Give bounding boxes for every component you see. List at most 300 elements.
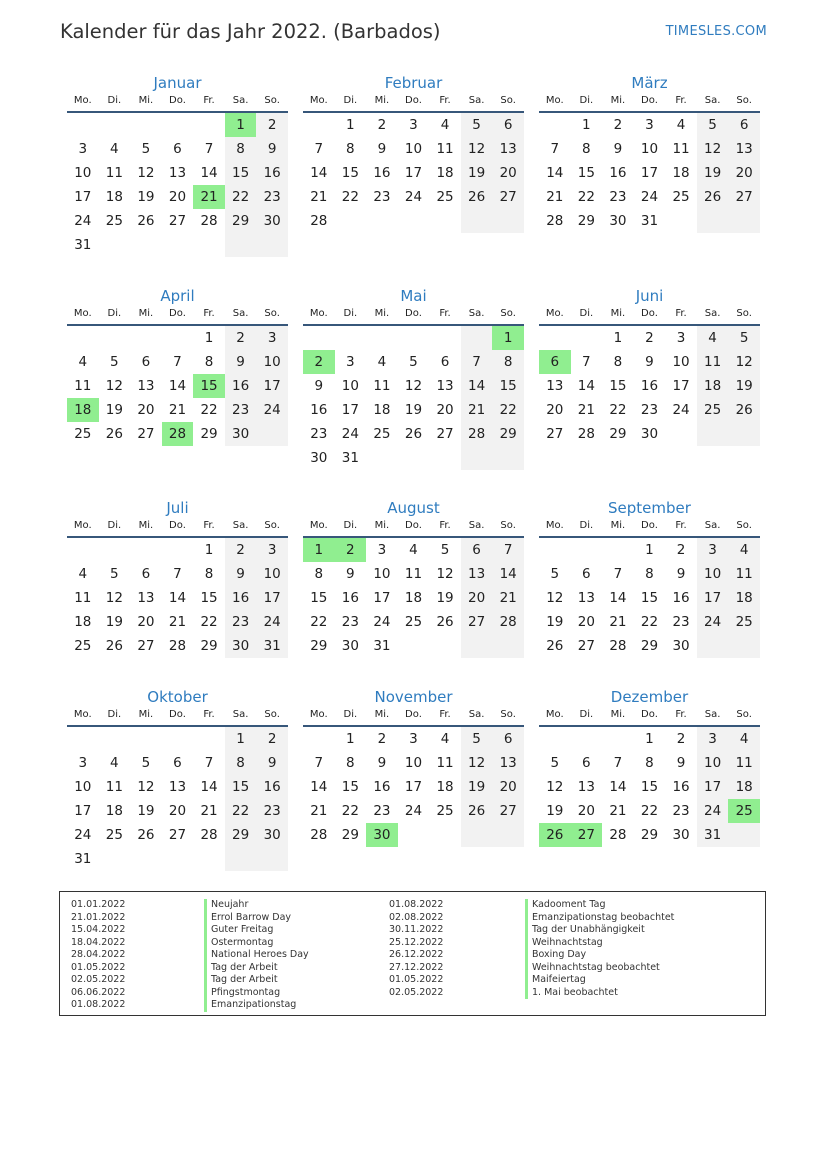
day-cell: 17 <box>404 779 423 795</box>
weekday-label: So. <box>500 308 516 319</box>
day-cell: 16 <box>373 779 391 795</box>
brand-link[interactable]: TIMESLES.COM <box>665 24 767 39</box>
day-cell: 29 <box>577 213 595 229</box>
day-grid <box>539 727 760 871</box>
day-cell: 3 <box>377 542 387 558</box>
empty-cell <box>130 538 162 562</box>
day-cell: 20 <box>546 402 564 418</box>
weekday-label: Mi. <box>138 308 154 319</box>
weekday-label: Mi. <box>610 308 626 319</box>
day-cell: 10 <box>256 350 288 374</box>
day-cell: 28 <box>200 213 218 229</box>
weekday-label: Mi. <box>138 95 154 106</box>
weekday-label: Fr. <box>675 95 687 106</box>
weekday-label: Fr. <box>675 520 687 531</box>
day-cell: 9 <box>225 562 257 586</box>
day-cell: 16 <box>225 586 257 610</box>
day-cell: 5 <box>550 755 560 771</box>
legend-holiday-name: National Heroes Day <box>204 949 309 962</box>
empty-cell <box>130 847 162 871</box>
weekday-header <box>67 307 288 326</box>
weekday-label: So. <box>264 308 280 319</box>
day-cell: 2 <box>335 538 367 562</box>
empty-cell <box>461 634 493 658</box>
day-cell: 31 <box>74 851 92 867</box>
empty-cell <box>335 658 367 682</box>
empty-cell <box>335 326 367 350</box>
day-cell: 26 <box>105 426 123 442</box>
empty-cell <box>697 422 729 446</box>
day-cell: 14 <box>577 378 595 394</box>
day-grid <box>539 538 760 682</box>
day-cell: 30 <box>672 827 690 843</box>
day-cell: 27 <box>492 799 524 823</box>
weekday-label: Mi. <box>374 95 390 106</box>
day-cell: 17 <box>697 586 729 610</box>
empty-cell <box>602 446 634 470</box>
empty-cell <box>728 634 760 658</box>
day-cell: 22 <box>577 189 595 205</box>
empty-cell <box>193 233 225 257</box>
day-cell: 11 <box>74 590 92 606</box>
empty-cell <box>429 823 461 847</box>
empty-cell <box>398 446 430 470</box>
day-cell: 28 <box>461 422 493 446</box>
day-cell: 10 <box>697 562 729 586</box>
day-cell: 15 <box>200 590 218 606</box>
weekday-label: Sa. <box>468 308 485 319</box>
day-cell: 26 <box>461 185 493 209</box>
day-cell: 28 <box>162 422 194 446</box>
day-cell: 21 <box>310 803 328 819</box>
empty-cell <box>99 538 131 562</box>
empty-cell <box>539 446 571 470</box>
weekday-label: Mi. <box>610 709 626 720</box>
day-cell: 20 <box>436 402 454 418</box>
day-cell: 6 <box>173 141 182 157</box>
day-cell: 3 <box>409 117 418 133</box>
weekday-label: Do. <box>641 95 658 106</box>
legend-date: 26.12.2022 <box>389 949 444 960</box>
day-cell: 27 <box>461 610 493 634</box>
empty-cell <box>461 326 493 350</box>
weekday-label: Di. <box>343 709 358 720</box>
day-cell: 7 <box>314 141 324 157</box>
day-cell: 13 <box>168 779 187 795</box>
empty-cell <box>99 446 131 470</box>
empty-cell <box>461 446 493 470</box>
weekday-label: Do. <box>169 520 186 531</box>
day-cell: 5 <box>141 755 151 771</box>
day-cell: 11 <box>697 350 729 374</box>
empty-cell <box>602 847 634 871</box>
day-cell: 7 <box>613 566 623 582</box>
day-cell: 1 <box>225 727 257 751</box>
day-cell: 24 <box>404 189 423 205</box>
weekday-label: Do. <box>169 95 186 106</box>
weekday-label: Sa. <box>704 95 721 106</box>
empty-cell <box>162 326 194 350</box>
day-cell: 21 <box>609 803 627 819</box>
legend-holiday-name: 1. Mai beobachtet <box>525 987 674 1000</box>
empty-cell <box>571 538 603 562</box>
day-cell: 25 <box>105 827 123 843</box>
day-cell: 29 <box>341 827 359 843</box>
empty-cell <box>256 446 288 470</box>
weekday-label: Mo. <box>545 95 564 106</box>
legend-holiday-name: Tag der Arbeit <box>204 974 309 987</box>
day-cell: 8 <box>204 566 214 582</box>
day-cell: 26 <box>137 827 155 843</box>
day-cell: 14 <box>546 165 564 181</box>
weekday-header <box>303 307 524 326</box>
empty-cell <box>303 727 335 751</box>
empty-cell <box>130 326 162 350</box>
day-cell: 15 <box>609 378 627 394</box>
empty-cell <box>634 233 666 257</box>
weekday-label: Mi. <box>374 709 390 720</box>
day-cell: 10 <box>74 779 92 795</box>
month-name: März <box>631 74 668 92</box>
month-6 <box>539 285 760 470</box>
day-cell: 23 <box>225 610 257 634</box>
weekday-label: Fr. <box>439 95 451 106</box>
day-cell: 12 <box>546 779 564 795</box>
day-cell: 1 <box>225 113 257 137</box>
weekday-label: Fr. <box>203 95 215 106</box>
day-cell: 7 <box>314 755 324 771</box>
day-cell: 18 <box>67 398 99 422</box>
empty-cell <box>162 727 194 751</box>
weekday-header <box>303 94 524 113</box>
day-cell: 14 <box>609 779 627 795</box>
day-cell: 16 <box>640 378 659 394</box>
weekday-label: Sa. <box>704 520 721 531</box>
day-cell: 6 <box>461 538 493 562</box>
empty-cell <box>193 658 225 682</box>
day-cell: 26 <box>697 185 729 209</box>
day-cell: 10 <box>373 566 391 582</box>
day-cell: 3 <box>409 731 418 747</box>
empty-cell <box>130 727 162 751</box>
day-cell: 3 <box>645 117 654 133</box>
day-cell: 14 <box>310 779 328 795</box>
day-cell: 14 <box>492 562 524 586</box>
day-cell: 21 <box>461 398 493 422</box>
empty-cell <box>256 422 288 446</box>
day-cell: 11 <box>105 779 123 795</box>
day-cell: 2 <box>377 117 387 133</box>
holiday-legend <box>59 891 766 1016</box>
empty-cell <box>665 209 697 233</box>
empty-cell <box>461 658 493 682</box>
day-cell: 11 <box>74 378 92 394</box>
weekday-label: Do. <box>641 308 658 319</box>
day-cell: 6 <box>141 566 151 582</box>
day-cell: 7 <box>204 141 214 157</box>
weekday-label: Do. <box>405 95 422 106</box>
day-cell: 15 <box>577 165 595 181</box>
legend-date: 01.05.2022 <box>71 961 126 973</box>
legend-holiday-name: Guter Freitag <box>204 924 309 937</box>
weekday-label: Mo. <box>309 95 328 106</box>
day-cell: 4 <box>440 117 450 133</box>
empty-cell <box>429 233 461 257</box>
day-cell: 16 <box>672 590 690 606</box>
weekday-label: Di. <box>579 308 594 319</box>
weekday-label: Sa. <box>232 95 249 106</box>
day-cell: 12 <box>105 590 123 606</box>
day-cell: 14 <box>461 374 493 398</box>
day-cell: 26 <box>436 614 454 630</box>
day-cell: 6 <box>539 350 571 374</box>
day-cell: 13 <box>137 590 155 606</box>
day-cell: 26 <box>539 823 571 847</box>
day-cell: 15 <box>640 779 659 795</box>
day-cell: 17 <box>256 374 288 398</box>
day-cell: 11 <box>373 378 391 394</box>
day-cell: 23 <box>225 398 257 422</box>
weekday-label: Mo. <box>309 308 328 319</box>
day-cell: 19 <box>105 614 123 630</box>
day-cell: 4 <box>440 731 450 747</box>
day-cell: 10 <box>404 755 423 771</box>
empty-cell <box>256 847 288 871</box>
day-cell: 22 <box>200 402 218 418</box>
day-cell: 4 <box>110 141 119 157</box>
legend-date: 28.04.2022 <box>71 949 126 960</box>
day-cell: 29 <box>492 422 524 446</box>
day-cell: 30 <box>341 638 359 654</box>
empty-cell <box>665 233 697 257</box>
day-cell: 5 <box>110 566 119 582</box>
month-9 <box>539 497 760 682</box>
day-cell: 17 <box>341 402 359 418</box>
day-cell: 19 <box>404 402 423 418</box>
weekday-label: Sa. <box>468 520 485 531</box>
day-grid <box>67 326 288 470</box>
day-cell: 23 <box>256 799 288 823</box>
legend-date: 02.05.2022 <box>71 974 126 985</box>
day-cell: 18 <box>404 590 423 606</box>
legend-holiday-name: Weihnachtstag <box>525 937 674 950</box>
day-cell: 11 <box>105 165 123 181</box>
day-cell: 24 <box>697 799 729 823</box>
empty-cell <box>303 326 335 350</box>
empty-cell <box>162 113 194 137</box>
day-cell: 9 <box>256 751 288 775</box>
day-cell: 13 <box>492 751 524 775</box>
day-cell: 14 <box>200 779 218 795</box>
weekday-label: Do. <box>169 709 186 720</box>
day-cell: 9 <box>676 566 686 582</box>
day-cell: 16 <box>341 590 359 606</box>
day-cell: 9 <box>676 755 686 771</box>
day-cell: 25 <box>672 189 690 205</box>
empty-cell <box>728 658 760 682</box>
empty-cell <box>539 847 571 871</box>
day-cell: 13 <box>436 378 454 394</box>
day-cell: 17 <box>640 165 659 181</box>
day-cell: 19 <box>105 402 123 418</box>
day-cell: 12 <box>137 165 155 181</box>
day-cell: 12 <box>728 350 760 374</box>
day-cell: 14 <box>200 165 218 181</box>
day-cell: 14 <box>310 165 328 181</box>
weekday-label: Sa. <box>232 520 249 531</box>
day-cell: 26 <box>105 638 123 654</box>
day-cell: 19 <box>728 374 760 398</box>
weekday-label: Mo. <box>73 95 92 106</box>
legend-date: 02.08.2022 <box>389 911 444 923</box>
day-cell: 17 <box>697 775 729 799</box>
empty-cell <box>225 847 257 871</box>
day-cell: 14 <box>168 378 187 394</box>
month-7 <box>67 497 288 682</box>
empty-cell <box>335 233 367 257</box>
day-cell: 20 <box>168 189 187 205</box>
day-cell: 27 <box>577 638 595 654</box>
legend-date: 21.01.2022 <box>71 911 126 923</box>
empty-cell <box>571 658 603 682</box>
day-grid <box>67 727 288 871</box>
day-cell: 2 <box>645 330 654 346</box>
empty-cell <box>193 727 225 751</box>
empty-cell <box>571 446 603 470</box>
day-cell: 26 <box>728 398 760 422</box>
weekday-label: Mo. <box>545 520 564 531</box>
weekday-label: Do. <box>169 308 186 319</box>
empty-cell <box>303 233 335 257</box>
day-cell: 19 <box>461 775 493 799</box>
empty-cell <box>665 446 697 470</box>
day-cell: 27 <box>571 823 603 847</box>
day-cell: 13 <box>492 137 524 161</box>
empty-cell <box>366 446 398 470</box>
day-cell: 21 <box>310 189 328 205</box>
weekday-header <box>539 94 760 113</box>
day-cell: 14 <box>609 590 627 606</box>
day-cell: 21 <box>168 402 187 418</box>
day-cell: 27 <box>436 426 454 442</box>
weekday-label: Mo. <box>73 709 92 720</box>
weekday-header <box>67 708 288 727</box>
day-cell: 24 <box>697 610 729 634</box>
day-cell: 6 <box>582 755 591 771</box>
weekday-label: So. <box>264 520 280 531</box>
day-cell: 24 <box>640 189 659 205</box>
weekday-label: Do. <box>405 520 422 531</box>
empty-cell <box>366 326 398 350</box>
day-cell: 31 <box>640 213 659 229</box>
month-10 <box>67 686 288 871</box>
legend-date: 02.05.2022 <box>389 986 444 998</box>
weekday-label: So. <box>736 95 752 106</box>
legend-names-col1 <box>204 899 309 1012</box>
day-cell: 29 <box>310 638 328 654</box>
weekday-label: Do. <box>405 709 422 720</box>
empty-cell <box>162 658 194 682</box>
empty-cell <box>539 658 571 682</box>
day-cell: 11 <box>672 141 690 157</box>
empty-cell <box>256 233 288 257</box>
empty-cell <box>697 446 729 470</box>
day-cell: 12 <box>404 378 423 394</box>
day-cell: 26 <box>404 426 423 442</box>
empty-cell <box>571 727 603 751</box>
day-cell: 2 <box>676 731 686 747</box>
day-cell: 1 <box>613 330 623 346</box>
day-cell: 17 <box>672 378 690 394</box>
day-cell: 4 <box>78 354 88 370</box>
day-cell: 6 <box>492 113 524 137</box>
empty-cell <box>665 658 697 682</box>
day-cell: 28 <box>200 827 218 843</box>
day-cell: 3 <box>256 326 288 350</box>
day-grid <box>67 538 288 682</box>
empty-cell <box>728 209 760 233</box>
day-cell: 27 <box>546 426 564 442</box>
day-cell: 8 <box>204 354 214 370</box>
day-cell: 8 <box>645 566 654 582</box>
empty-cell <box>602 727 634 751</box>
day-cell: 27 <box>168 213 187 229</box>
day-cell: 15 <box>492 374 524 398</box>
month-name: Januar <box>153 74 202 92</box>
day-cell: 19 <box>137 189 155 205</box>
day-cell: 21 <box>546 189 564 205</box>
day-cell: 4 <box>697 326 729 350</box>
weekday-header <box>539 708 760 727</box>
empty-cell <box>99 233 131 257</box>
day-cell: 30 <box>225 422 257 446</box>
day-cell: 25 <box>74 638 92 654</box>
day-cell: 8 <box>346 755 355 771</box>
day-cell: 31 <box>373 638 391 654</box>
weekday-header <box>539 519 760 538</box>
day-cell: 30 <box>310 450 328 466</box>
empty-cell <box>130 658 162 682</box>
day-cell: 3 <box>78 755 88 771</box>
day-cell: 10 <box>74 165 92 181</box>
month-2 <box>303 72 524 257</box>
empty-cell <box>335 209 367 233</box>
weekday-label: Di. <box>579 95 594 106</box>
day-cell: 9 <box>377 755 387 771</box>
day-cell: 15 <box>640 590 659 606</box>
empty-cell <box>571 326 603 350</box>
day-cell: 6 <box>582 566 591 582</box>
day-cell: 2 <box>256 727 288 751</box>
day-cell: 15 <box>225 775 257 799</box>
day-cell: 27 <box>492 185 524 209</box>
empty-cell <box>697 233 729 257</box>
weekday-label: Fr. <box>203 308 215 319</box>
day-grid <box>303 538 524 682</box>
weekday-header <box>303 708 524 727</box>
day-cell: 10 <box>640 141 659 157</box>
day-cell: 13 <box>728 137 760 161</box>
day-cell: 4 <box>728 538 760 562</box>
empty-cell <box>398 233 430 257</box>
day-cell: 20 <box>728 161 760 185</box>
month-name: Februar <box>384 74 443 92</box>
day-cell: 2 <box>225 326 257 350</box>
empty-cell <box>398 209 430 233</box>
day-cell: 22 <box>225 185 257 209</box>
day-cell: 8 <box>613 354 623 370</box>
weekday-label: Sa. <box>232 308 249 319</box>
